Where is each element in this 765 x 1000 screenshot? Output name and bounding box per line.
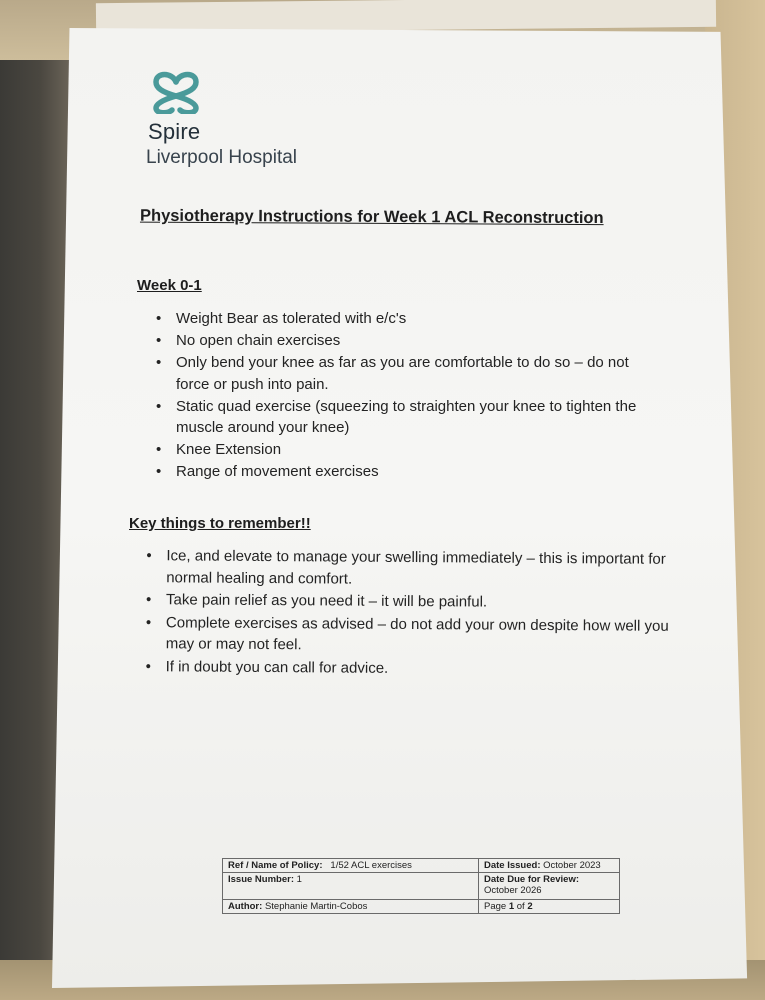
review-date-value: October 2026 (484, 885, 542, 896)
list-item: • If in doubt you can call for advice. (146, 656, 671, 681)
page-total: 2 (527, 901, 533, 912)
issue-number-cell (223, 873, 479, 900)
review-date-cell (479, 873, 620, 900)
issue-number-value: 1 (296, 874, 302, 885)
page-current: 1 (508, 901, 515, 912)
date-issued-label: Date Issued: (484, 860, 541, 871)
author-label: Author: (228, 901, 263, 912)
week-instructions-list (156, 308, 656, 483)
page-number-cell (479, 900, 620, 914)
list-item: • Ice, and elevate to manage your swelling immediately – this is important for normal healing and comfort. (146, 545, 671, 592)
issue-number-label: Issue Number: (228, 874, 294, 885)
date-issued-value: October 2023 (543, 860, 601, 871)
date-issued-cell (479, 859, 620, 873)
author-cell (223, 900, 479, 914)
review-date-label: Date Due for Review: (484, 874, 580, 885)
list-item: • Only bend your knee as far as you are comfortable to do so – do not force or push into pain. (156, 352, 656, 395)
list-item: • Weight Bear as tolerated with e/c's (156, 308, 656, 330)
list-item: • Take pain relief as you need it – it will be painful. (146, 589, 671, 614)
key-things-list (146, 545, 672, 682)
list-item: • Range of movement exercises (156, 461, 656, 483)
brand-name: Spire (148, 119, 201, 144)
list-item: • No open chain exercises (156, 330, 656, 352)
document-title: Physiotherapy Instructions for Week 1 ACL Reconstruction (139, 206, 604, 228)
list-item: • Complete exercises as advised – do not add your own despite how well you may or may not feel. (146, 612, 671, 659)
list-item: • Static quad exercise (squeezing to straighten your knee to tighten the muscle around your knee) (156, 396, 656, 439)
week-heading: Week 0-1 (137, 277, 202, 294)
policy-reference-table (222, 858, 620, 914)
spire-heart-logo-icon (150, 68, 202, 114)
ref-policy-value: 1/52 ACL exercises (330, 860, 412, 871)
author-value: Stephanie Martin-Cobos (264, 901, 368, 912)
page-label: Page (484, 901, 507, 912)
key-things-heading: Key things to remember!! (129, 515, 311, 532)
ref-policy-cell (223, 859, 479, 873)
list-item: • Knee Extension (156, 439, 656, 461)
brand-location: Liverpool Hospital (146, 147, 298, 168)
ref-policy-label: Ref / Name of Policy: (228, 860, 323, 871)
page-of: of (516, 901, 525, 912)
